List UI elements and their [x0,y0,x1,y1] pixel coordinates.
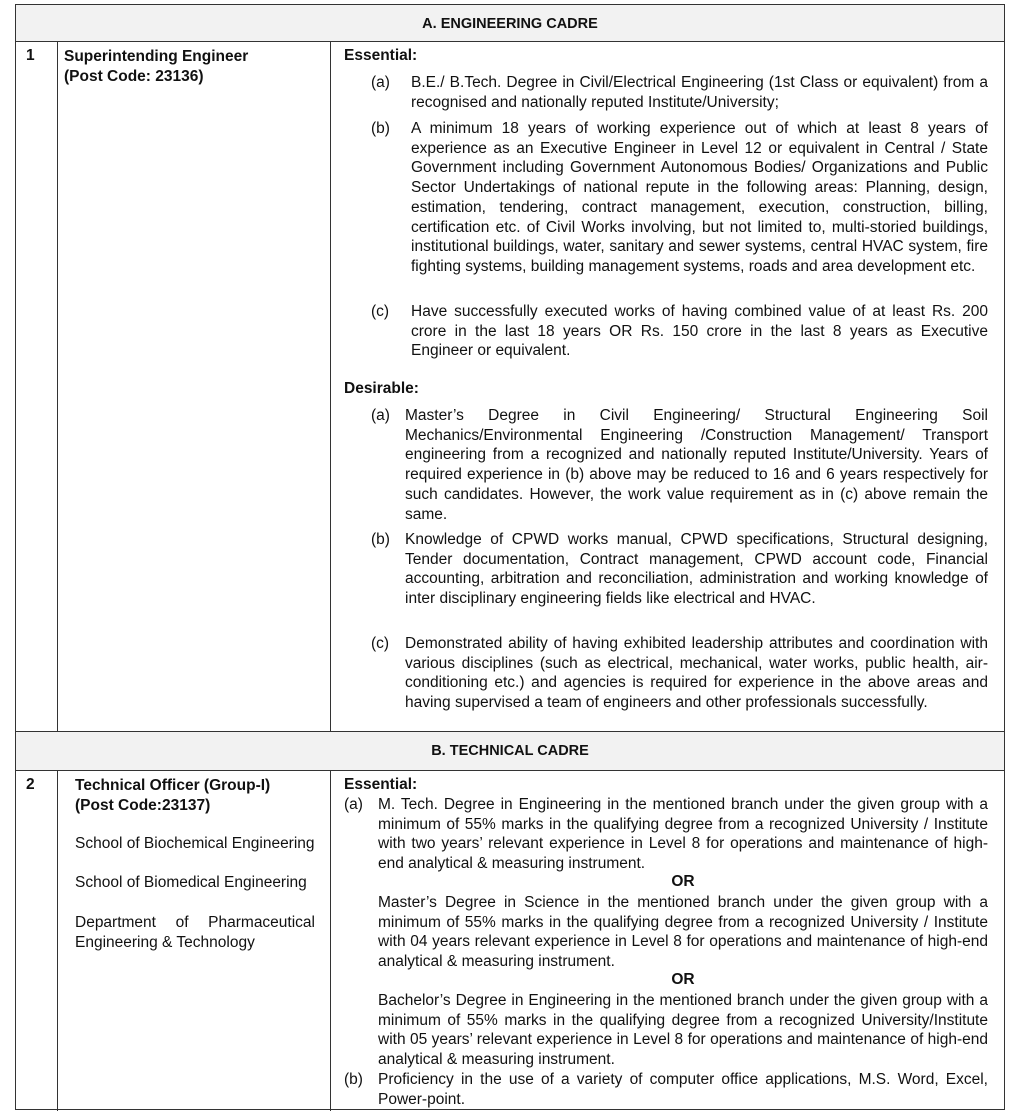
section-b-heading: B. TECHNICAL CADRE [431,743,589,759]
department-list [75,834,315,854]
divider [16,770,1004,771]
department-item: School of Biomedical Engineering [75,874,307,891]
row-number: 1 [26,47,35,64]
department-list [75,913,315,953]
post-title-name: Technical Officer (Group-I) [75,777,271,794]
desirable-item: Knowledge of CPWD works manual, CPWD specifications, Structural designing, Tender documentation, Contract management, CPWD account code, Financial accounting, arbitration and reconciliation, administration and working knowledge of inter disciplinary engineering fields like electrical and HVAC. [405,531,988,608]
post-code: (Post Code:23137) [75,796,211,814]
essential-option: Master’s Degree in Science in the mentioned branch under the given group with a minimum of 55% marks in the qualifying degree from a recognized University / Institute with 04 years relevant experience in Level 8 for operations and maintenance of high-end analytical & measuring instrument. [378,894,988,971]
department-item: School of Biochemical Engineering [75,835,315,852]
desirable-item: Demonstrated ability of having exhibited leadership attributes and coordination with various disciplines (such as electrical, mechanical, water works, public health, air-conditioning etc.) and agencies is required for experience in the above areas and having supervised a team of engineers and other professionals successfully. [405,635,988,712]
desirable-item: Master’s Degree in Civil Engineering/ Structural Engineering Soil Mechanics/Environmental Engineering /Construction Management/ Transport engineering from a recognized and nationally reputed Institute/University. Years of required experience in (b) above may be reduced to 16 and 6 years respectively for such candidates. However, the work value requirement as in (c) above remain the same. [405,407,988,523]
section-a-heading: A. ENGINEERING CADRE [422,16,598,32]
essential-heading: Essential: [344,47,418,64]
row-number: 2 [26,776,35,793]
post-code: (Post Code: 23136) [64,67,204,85]
desirable-heading: Desirable: [344,380,419,397]
column-divider [330,770,331,1111]
item-label: (c) [371,635,390,652]
column-divider [330,41,331,731]
essential-heading: Essential: [344,776,418,793]
post-title [75,776,325,815]
item-label: (a) [371,74,390,91]
department-item: Department of Pharmaceutical Engineering & Technology [75,914,315,951]
essential-item: B.E./ B.Tech. Degree in Civil/Electrical Engineering (1st Class or equivalent) from a recognised and nationally reputed Institute/University; [411,74,988,111]
or-separator: OR [671,971,695,988]
essential-item: Proficiency in the use of a variety of computer office applications, M.S. Word, Excel, Power-point. [378,1071,988,1108]
item-label: (c) [371,303,390,320]
or-separator: OR [671,873,695,890]
essential-option: M. Tech. Degree in Engineering in the mentioned branch under the given group with a minimum of 55% marks in the qualifying degree from a recognized University / Institute with two years’ relevant experience in Level 8 for operations and maintenance of high-end analytical & measuring instrument. [378,796,988,873]
item-label: (a) [371,407,390,424]
column-divider [57,41,58,731]
essential-item: Have successfully executed works of having combined value of at least Rs. 200 crore in the last 18 years OR Rs. 150 crore in the last 8 years as Executive Engineer or equivalent. [411,303,988,360]
column-divider [57,770,58,1111]
post-title [64,47,326,86]
essential-option: Bachelor’s Degree in Engineering in the mentioned branch under the given group with a minimum of 55% marks in the qualifying degree from a recognized University/Institute with 05 years’ relevant experience in Level 8 for operations and maintenance of high-end analytical & measuring instrument. [378,992,988,1069]
divider [16,41,1004,42]
essential-item: A minimum 18 years of working experience out of which at least 8 years of experience as an Executive Engineer in Level 12 or equivalent in Central / State Government including Government Autonomous Bodies/ Organizations and Public Sector Undertakings of national repute in the following areas: Planning, design, estimation, tendering, contract management, execution, construction, billing, certification etc. of Civil Works involving, but not limited to, multi-storied buildings, institutional buildings, water, sanitary and sewer systems, central HVAC system, fire fighting systems, building management systems, roads and area development etc. [411,120,988,275]
post-title-name: Superintending Engineer [64,48,249,65]
item-label: (b) [371,531,390,548]
qualification-table [15,4,1005,1110]
item-label: (a) [344,796,363,813]
department-list [75,873,315,893]
item-label: (b) [371,120,390,137]
item-label: (b) [344,1071,363,1088]
